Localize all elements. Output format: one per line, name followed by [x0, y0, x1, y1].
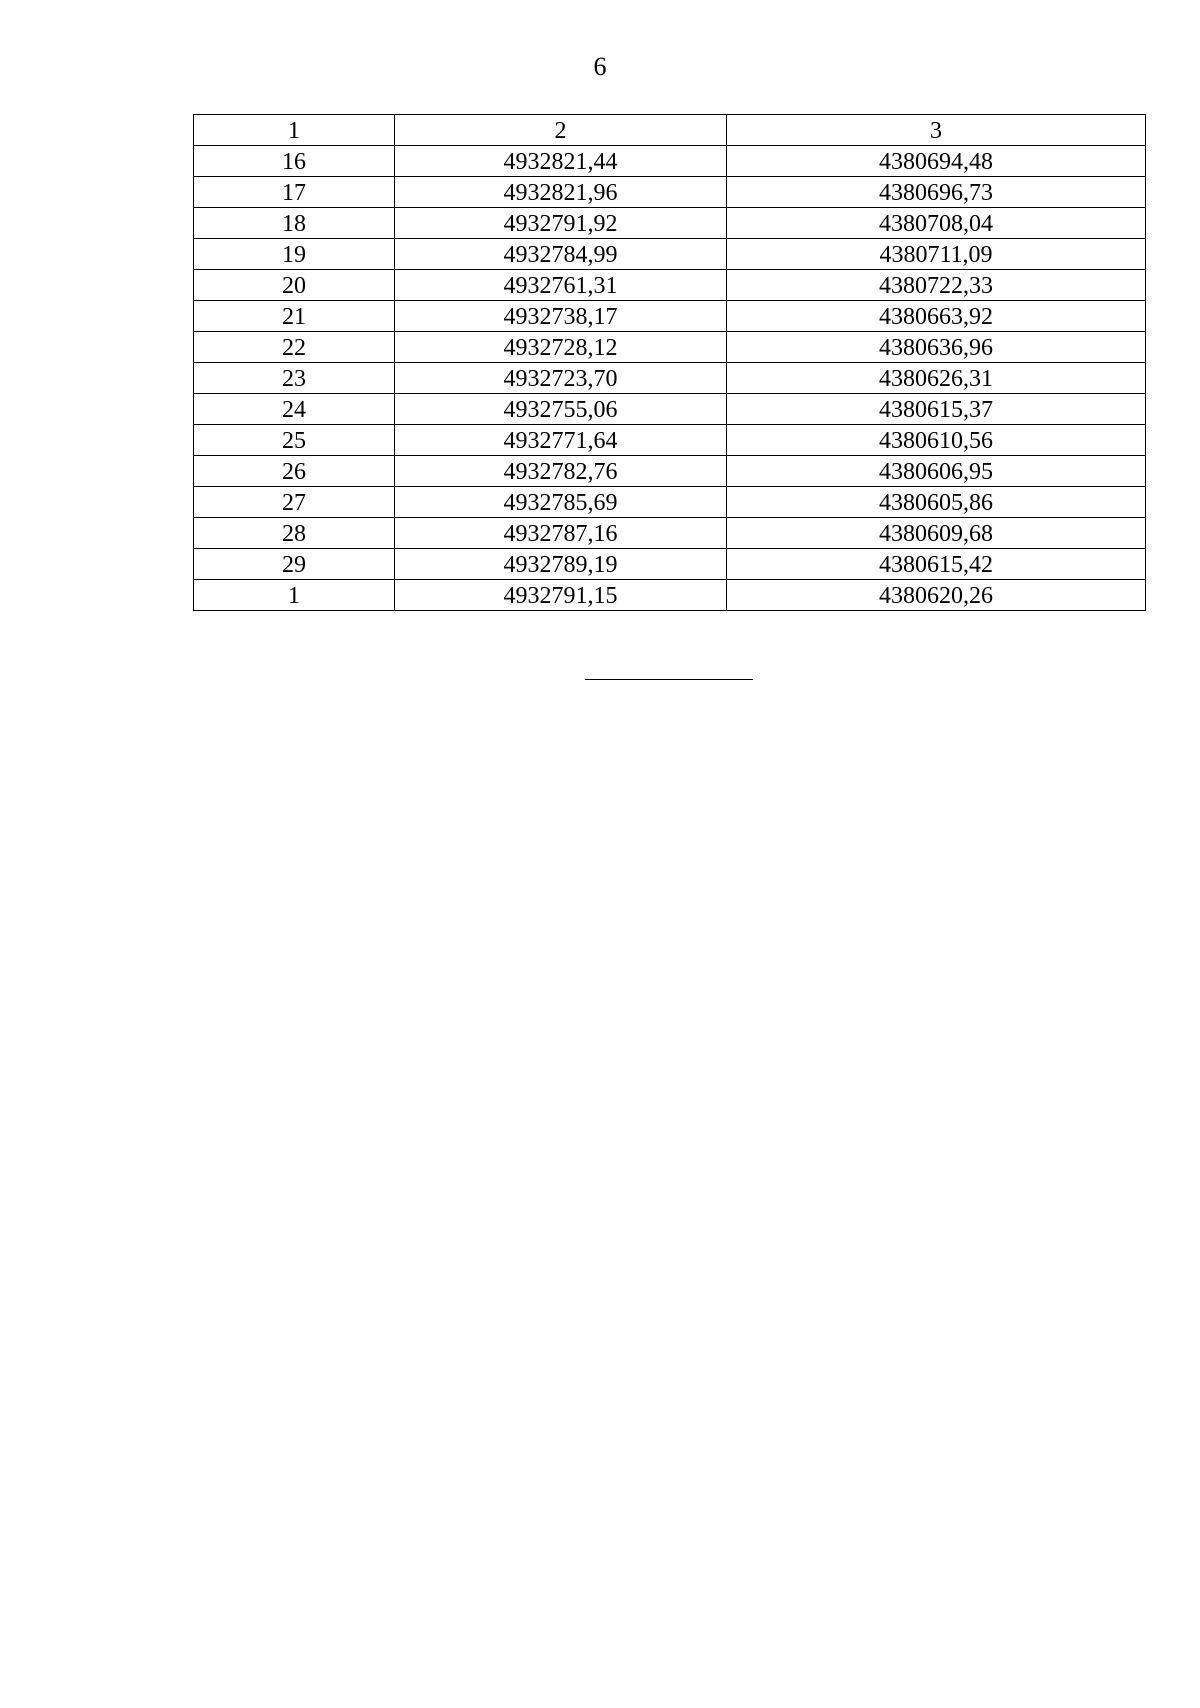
cell-point-number: 17: [194, 177, 395, 208]
table-row: [194, 394, 1146, 425]
table-row: [194, 487, 1146, 518]
cell-y-coordinate: 4380606,95: [727, 456, 1146, 487]
table-row: [194, 146, 1146, 177]
table-row: [194, 518, 1146, 549]
cell-x-coordinate: 4932785,69: [395, 487, 727, 518]
cell-point-number: 25: [194, 425, 395, 456]
cell-y-coordinate: 4380609,68: [727, 518, 1146, 549]
table-row: [194, 208, 1146, 239]
cell-x-coordinate: 4932728,12: [395, 332, 727, 363]
table-row: [194, 363, 1146, 394]
table-row: [194, 580, 1146, 611]
table-row: [194, 456, 1146, 487]
cell-x-coordinate: 4932738,17: [395, 301, 727, 332]
cell-y-coordinate: 4380615,42: [727, 549, 1146, 580]
cell-x-coordinate: 4932761,31: [395, 270, 727, 301]
cell-x-coordinate: 4932821,96: [395, 177, 727, 208]
table-row: [194, 332, 1146, 363]
table-row: [194, 301, 1146, 332]
cell-point-number: 22: [194, 332, 395, 363]
table-row: [194, 177, 1146, 208]
cell-y-coordinate: 4380722,33: [727, 270, 1146, 301]
coordinates-table-body: [194, 115, 1146, 611]
header-cell-x-coordinate: 2: [395, 115, 727, 146]
cell-y-coordinate: 4380694,48: [727, 146, 1146, 177]
cell-point-number: 24: [194, 394, 395, 425]
table-row: [194, 270, 1146, 301]
table-row: [194, 549, 1146, 580]
cell-x-coordinate: 4932723,70: [395, 363, 727, 394]
cell-y-coordinate: 4380708,04: [727, 208, 1146, 239]
page-number: 6: [593, 52, 607, 81]
end-of-document-rule: [585, 679, 753, 680]
cell-point-number: 19: [194, 239, 395, 270]
cell-y-coordinate: 4380620,26: [727, 580, 1146, 611]
cell-point-number: 27: [194, 487, 395, 518]
cell-y-coordinate: 4380696,73: [727, 177, 1146, 208]
cell-y-coordinate: 4380711,09: [727, 239, 1146, 270]
cell-x-coordinate: 4932787,16: [395, 518, 727, 549]
table-row: [194, 425, 1146, 456]
cell-x-coordinate: 4932784,99: [395, 239, 727, 270]
cell-y-coordinate: 4380615,37: [727, 394, 1146, 425]
table-row: [194, 239, 1146, 270]
cell-y-coordinate: 4380610,56: [727, 425, 1146, 456]
coordinates-table: [193, 114, 1146, 611]
cell-x-coordinate: 4932782,76: [395, 456, 727, 487]
cell-y-coordinate: 4380663,92: [727, 301, 1146, 332]
cell-point-number: 18: [194, 208, 395, 239]
cell-point-number: 21: [194, 301, 395, 332]
cell-point-number: 20: [194, 270, 395, 301]
cell-y-coordinate: 4380626,31: [727, 363, 1146, 394]
cell-point-number: 26: [194, 456, 395, 487]
cell-y-coordinate: 4380636,96: [727, 332, 1146, 363]
cell-x-coordinate: 4932789,19: [395, 549, 727, 580]
cell-point-number: 23: [194, 363, 395, 394]
cell-x-coordinate: 4932821,44: [395, 146, 727, 177]
table-header-row: [194, 115, 1146, 146]
cell-point-number: 29: [194, 549, 395, 580]
cell-x-coordinate: 4932771,64: [395, 425, 727, 456]
header-cell-y-coordinate: 3: [727, 115, 1146, 146]
cell-point-number: 16: [194, 146, 395, 177]
cell-point-number: 28: [194, 518, 395, 549]
cell-point-number: 1: [194, 580, 395, 611]
cell-y-coordinate: 4380605,86: [727, 487, 1146, 518]
cell-x-coordinate: 4932791,92: [395, 208, 727, 239]
header-cell-point-number: 1: [194, 115, 395, 146]
cell-x-coordinate: 4932755,06: [395, 394, 727, 425]
cell-x-coordinate: 4932791,15: [395, 580, 727, 611]
